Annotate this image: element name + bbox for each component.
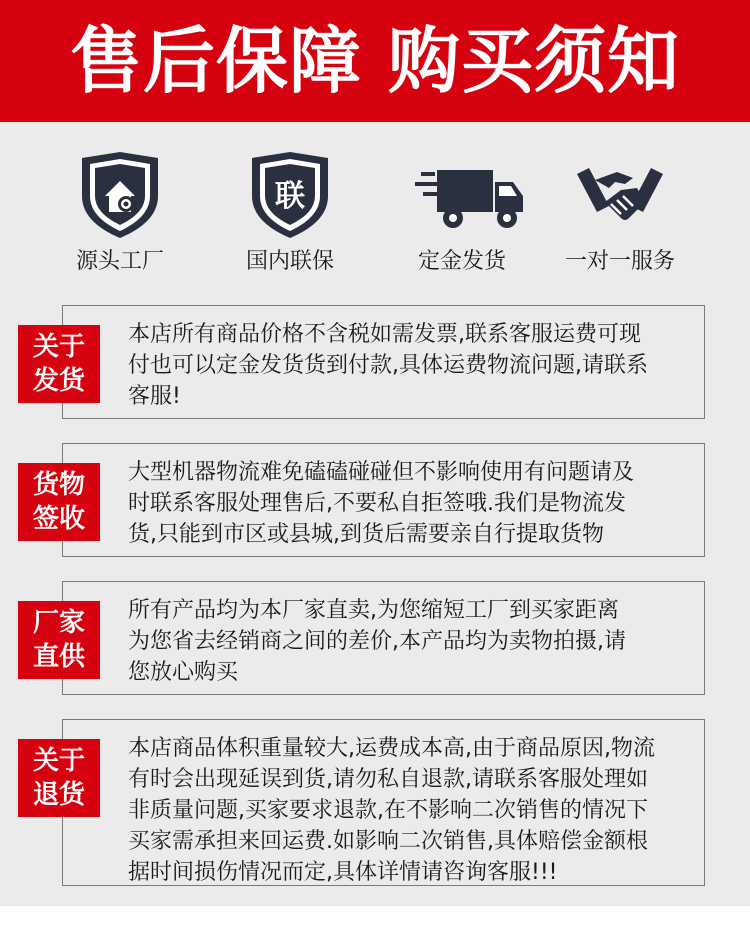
badge-line: 发货 xyxy=(32,366,85,396)
section-shipping xyxy=(0,305,750,419)
section-factory-direct xyxy=(0,581,750,695)
text-line: 买家需承担来回运费.如影响二次销售,具体赔偿金额根 xyxy=(128,829,648,854)
badge-line: 关于 xyxy=(32,746,85,776)
section-receipt xyxy=(0,443,750,557)
section-text xyxy=(128,457,698,550)
text-line: 客服! xyxy=(128,384,181,409)
feature-domestic-warranty xyxy=(200,150,380,280)
badge-line: 关于 xyxy=(32,332,85,362)
shield-glyph: 联 xyxy=(275,179,305,214)
section-returns xyxy=(0,719,750,886)
section-text xyxy=(128,319,698,412)
text-line: 有时会出现延误到货,请勿私自退款,请联系客服处理如 xyxy=(128,767,648,792)
badge-line: 货物 xyxy=(32,470,85,500)
badge-line: 厂家 xyxy=(32,608,85,638)
feature-label: 定金发货 xyxy=(417,249,506,274)
badge-line: 退货 xyxy=(32,780,85,810)
feature-label: 一对一服务 xyxy=(564,249,675,274)
text-line: 大型机器物流难免磕磕碰碰但不影响使用有问题请及 xyxy=(128,460,635,485)
feature-label: 源头工厂 xyxy=(75,249,164,274)
text-line: 为您省去经销商之间的差价,本产品均为卖物拍摄,请 xyxy=(128,629,626,654)
feature-icons xyxy=(0,150,750,280)
lian-shield-icon xyxy=(225,150,355,240)
text-line: 时联系客服处理售后,不要私自拒签哦.我们是物流发 xyxy=(128,491,626,516)
section-text xyxy=(128,595,698,688)
feature-label: 国内联保 xyxy=(245,249,334,274)
text-line: 所有产品均为本厂家直卖,为您缩短工厂到买家距离 xyxy=(128,598,619,623)
text-line: 本店所有商品价格不含税如需发票,联系客服运费可现 xyxy=(128,322,641,347)
section-text xyxy=(128,733,698,888)
page-title: 售后保障 购买须知 xyxy=(69,19,681,103)
badge-line: 直供 xyxy=(32,642,85,672)
section-badge xyxy=(18,601,100,679)
section-badge xyxy=(18,325,100,403)
text-line: 非质量问题,买家要求退款,在不影响二次销售的情况下 xyxy=(128,798,648,823)
text-line: 付也可以定金发货货到付款,具体运费物流问题,请联系 xyxy=(128,353,648,378)
header-banner xyxy=(0,0,750,122)
text-line: 货,只能到市区或县城,到货后需要亲自行提取货物 xyxy=(128,522,604,547)
text-line: 您放心购买 xyxy=(128,660,239,685)
delivery-truck-icon xyxy=(397,150,527,240)
footer-band xyxy=(0,906,750,930)
section-badge xyxy=(18,739,100,817)
text-line: 本店商品体积重量较大,运费成本高,由于商品原因,物流 xyxy=(128,736,655,761)
section-badge xyxy=(18,463,100,541)
feature-deposit-shipping xyxy=(372,150,552,280)
feature-one-on-one-service xyxy=(530,150,710,280)
badge-line: 签收 xyxy=(32,504,85,534)
house-gear-shield-icon xyxy=(55,150,185,240)
feature-source-factory xyxy=(30,150,210,280)
text-line: 据时间损伤情况而定,具体详情请咨询客服!!! xyxy=(128,860,558,885)
handshake-icon xyxy=(555,150,685,240)
